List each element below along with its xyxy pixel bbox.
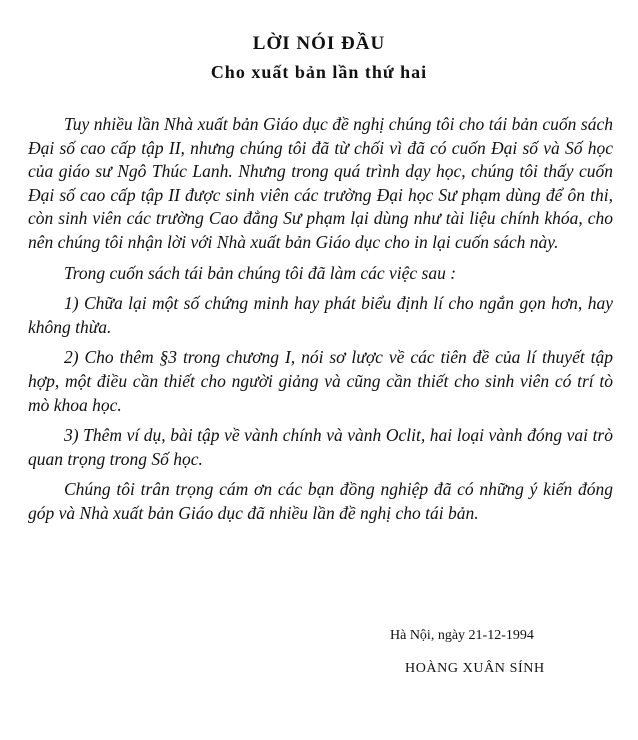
- paragraph-intro: Tuy nhiều lần Nhà xuất bản Giáo dục đề nghị chúng tôi cho tái bản cuốn sách Đại số cao cấp tập II, nhưng chúng tôi đã từ chối vì đã có cuốn Đại số và Số học của giáo sư Ngô Thúc Lanh. Nhưng trong quá trình dạy học, chúng tôi thấy cuốn Đại số cao cấp tập II được sinh viên các trường Đại học Sư phạm dùng để ôn thi, còn sinh viên các trường Cao đẳng Sư phạm lại dùng như tài liệu chính khóa, cho nên chúng tôi nhận lời với Nhà xuất bản Giáo dục cho in lại cuốn sách này.: [28, 114, 613, 252]
- signature-author: HOÀNG XUÂN SÍNH: [405, 661, 545, 676]
- signature-place-date: Hà Nội, ngày 21-12-1994: [390, 628, 534, 643]
- paragraph-thanks: Chúng tôi trân trọng cám ơn các bạn đồng nghiệp đã có những ý kiến đóng góp và Nhà xuất bản Giáo dục đã nhiều lần đề nghị cho tái bản.: [28, 479, 613, 523]
- page-title: LỜI NÓI ĐẦU: [252, 33, 386, 54]
- paragraph-item-3: 3) Thêm ví dụ, bài tập về vành chính và vành Oclit, hai loại vành đóng vai trò quan trọng trong Số học.: [28, 425, 613, 469]
- page-subtitle: Cho xuất bản lần thứ hai: [210, 62, 428, 82]
- paragraph-item-2: 2) Cho thêm §3 trong chương I, nói sơ lược về các tiên đề của lí thuyết tập hợp, một điều cần thiết cho người giảng và cũng cần thiết cho sinh viên có trí tò mò khoa học.: [28, 347, 613, 415]
- paragraph-changes-intro: Trong cuốn sách tái bản chúng tôi đã làm các việc sau :: [64, 262, 457, 283]
- paragraph-item-1: 1) Chữa lại một số chứng minh hay phát biểu định lí cho ngắn gọn hơn, hay không thừa.: [28, 293, 613, 337]
- body-text: [28, 113, 613, 533]
